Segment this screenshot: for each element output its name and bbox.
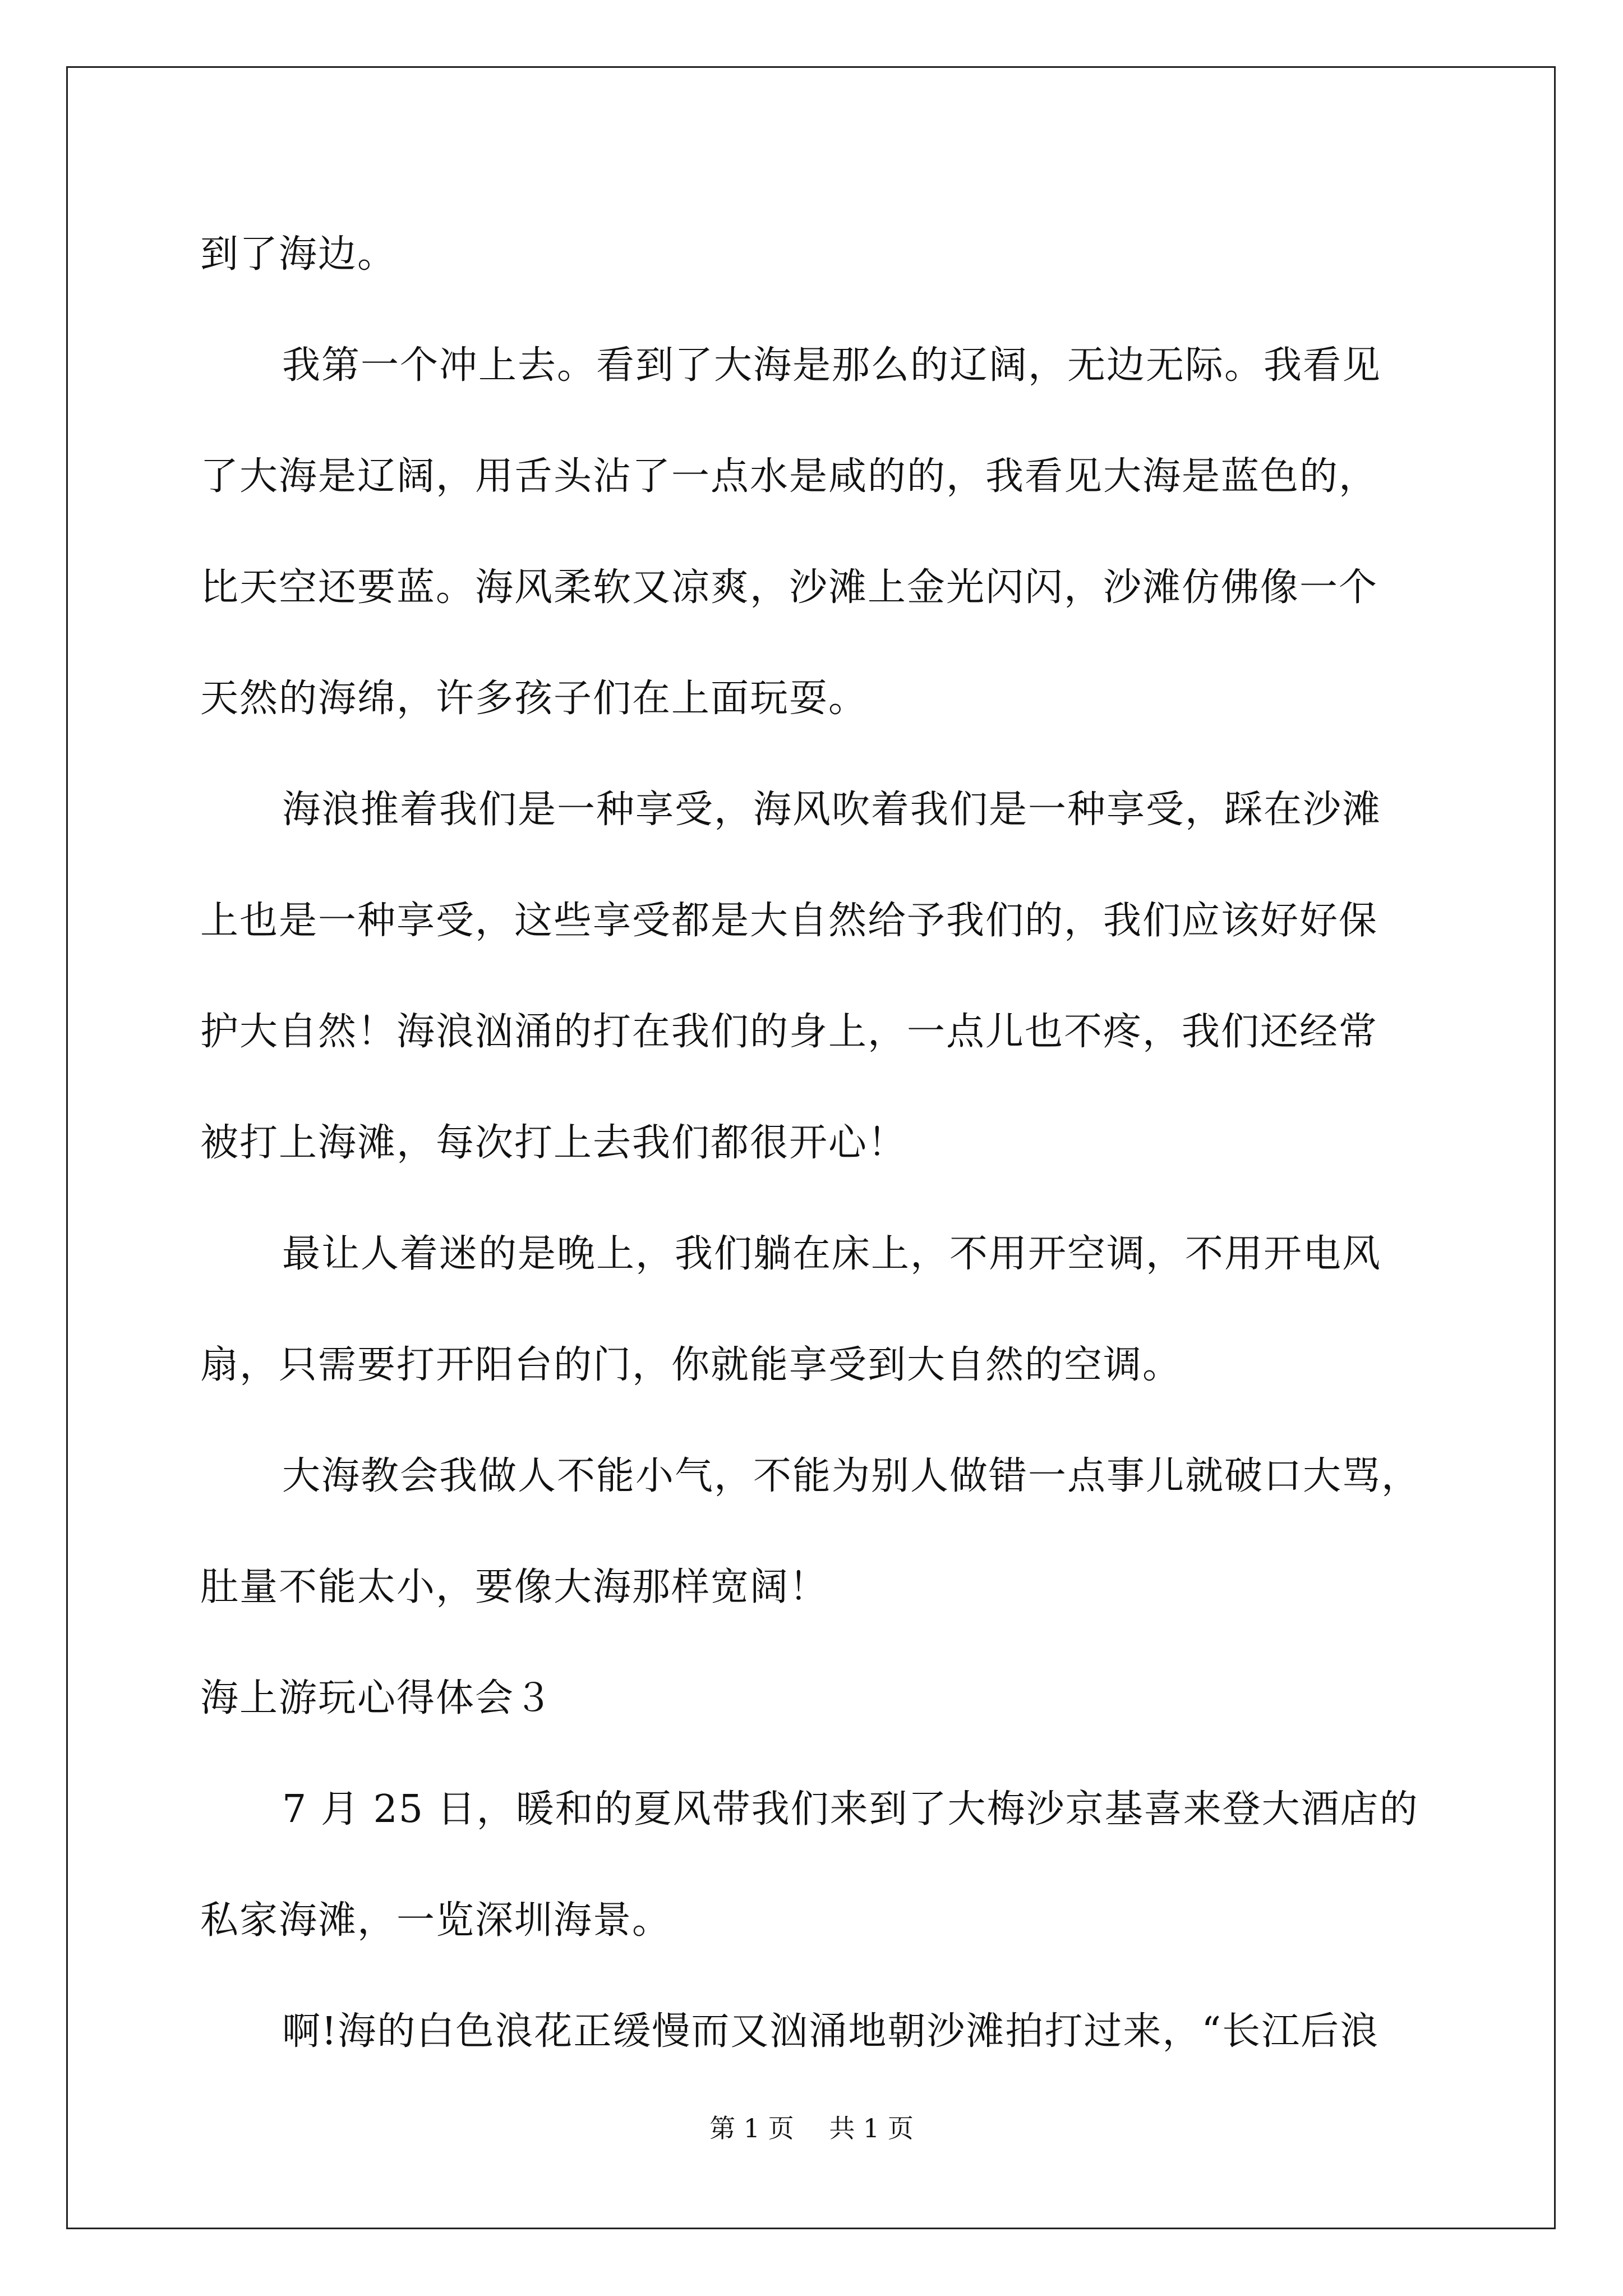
text-line: 上也是一种享受，这些享受都是大自然给予我们的，我们应该好好保 [200, 899, 1378, 943]
text-line: 啊!海的白色浪花正缓慢而又汹涌地朝沙滩拍打过来，“长江后浪 [282, 2009, 1380, 2054]
text-line: 扇，只需要打开阳台的门，你就能享受到大自然的空调。 [200, 1343, 1182, 1387]
document-body [200, 199, 1423, 2087]
text-line: 我第一个冲上去。看到了大海是那么的辽阔，无边无际。我看见 [282, 343, 1382, 388]
page-footer [0, 2108, 1623, 2145]
text-line: 大海教会我做人不能小气，不能为别人做错一点事儿就破口大骂， [282, 1454, 1421, 1498]
text-line: 被打上海滩，每次打上去我们都很开心！ [200, 1121, 907, 1165]
text-line: 比天空还要蓝。海风柔软又凉爽，沙滩上金光闪闪，沙滩仿佛像一个 [200, 565, 1378, 610]
page-number: 第 1 页 [709, 2113, 794, 2143]
text-line: 护大自然！海浪汹涌的打在我们的身上，一点儿也不疼，我们还经常 [200, 1010, 1378, 1054]
page-total: 共 1 页 [829, 2113, 914, 2143]
text-line: 私家海滩，一览深圳海景。 [200, 1898, 672, 1943]
text-line: 了大海是辽阔，用舌头沾了一点水是咸的的，我看见大海是蓝色的， [200, 454, 1378, 499]
section-heading: 海上游玩心得体会３ [200, 1676, 554, 1720]
text-line: 到了海边。 [200, 232, 397, 277]
text-line: 海浪推着我们是一种享受，海风吹着我们是一种享受，踩在沙滩 [282, 788, 1382, 832]
text-line: 最让人着迷的是晚上，我们躺在床上，不用开空调，不用开电风 [282, 1232, 1382, 1276]
text-line: 7 月 25 日，暖和的夏风带我们来到了大梅沙京基喜来登大酒店的 [282, 1787, 1419, 1832]
text-line: 天然的海绵，许多孩子们在上面玩耍。 [200, 677, 868, 721]
text-line: 肚量不能太小，要像大海那样宽阔！ [200, 1565, 829, 1609]
